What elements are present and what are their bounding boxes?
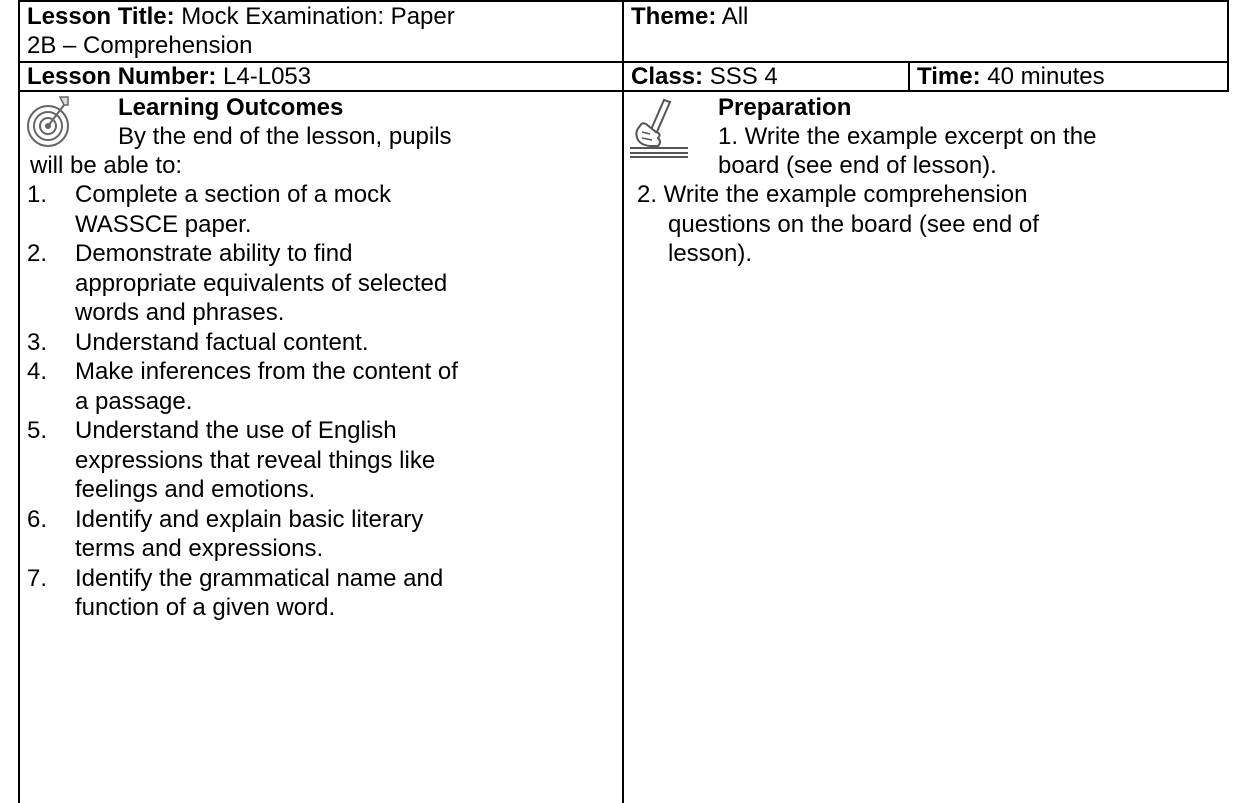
list-item: 6. Identify and explain basic literary terms and expressions. xyxy=(27,505,424,562)
theme-label: Theme: xyxy=(631,3,717,30)
learning-outcomes-intro-line1: By the end of the lesson, pupils xyxy=(118,123,452,150)
preparation-cell xyxy=(624,93,1224,269)
learning-outcomes-heading: Learning Outcomes xyxy=(118,94,344,121)
time-value: 40 minutes xyxy=(987,63,1105,90)
preparation-heading: Preparation xyxy=(718,94,852,121)
lesson-number-cell xyxy=(20,62,620,91)
list-item: 3. Understand factual content. xyxy=(27,328,369,356)
theme-value: All xyxy=(721,3,749,30)
list-item: 5. Understand the use of English expressions that reveal things like feelings and emotions. xyxy=(27,417,436,503)
class-cell xyxy=(624,62,908,91)
preparation-item1-line2: board (see end of lesson). xyxy=(718,152,997,179)
learning-outcomes-cell xyxy=(20,93,620,623)
learning-outcomes-list xyxy=(20,180,620,623)
preparation-item2-line2: questions on the board (see end of xyxy=(668,210,1039,238)
list-item: 7. Identify the grammatical name and function of a given word. xyxy=(27,564,444,621)
preparation-item1-line1: 1. Write the example excerpt on the xyxy=(718,123,1097,150)
preparation-item2-line3: lesson). xyxy=(668,240,753,267)
theme-cell xyxy=(624,2,1224,31)
time-label: Time: xyxy=(917,63,981,90)
lesson-title-line2: 2B – Comprehension xyxy=(27,32,253,59)
list-item: 4. Make inferences from the content of a passage. xyxy=(27,358,458,415)
class-label: Class: xyxy=(631,63,704,90)
preparation-item2-line1: 2. Write the example comprehension xyxy=(637,181,1028,208)
lesson-title-line1: Mock Examination: Paper xyxy=(181,3,455,30)
class-value: SSS 4 xyxy=(709,63,778,90)
lesson-number-label: Lesson Number: xyxy=(27,63,217,90)
table-border-right xyxy=(1227,0,1229,92)
lesson-title-label: Lesson Title: xyxy=(27,3,175,30)
list-item: 1. Complete a section of a mock WASSCE paper. xyxy=(27,181,392,238)
time-cell xyxy=(910,62,1226,91)
learning-outcomes-intro-line2: will be able to: xyxy=(30,152,183,179)
lesson-title-cell xyxy=(20,2,620,60)
list-item: 2. Demonstrate ability to find appropriate equivalents of selected words and phrases. xyxy=(27,240,448,326)
lesson-number-value: L4-L053 xyxy=(223,63,312,90)
